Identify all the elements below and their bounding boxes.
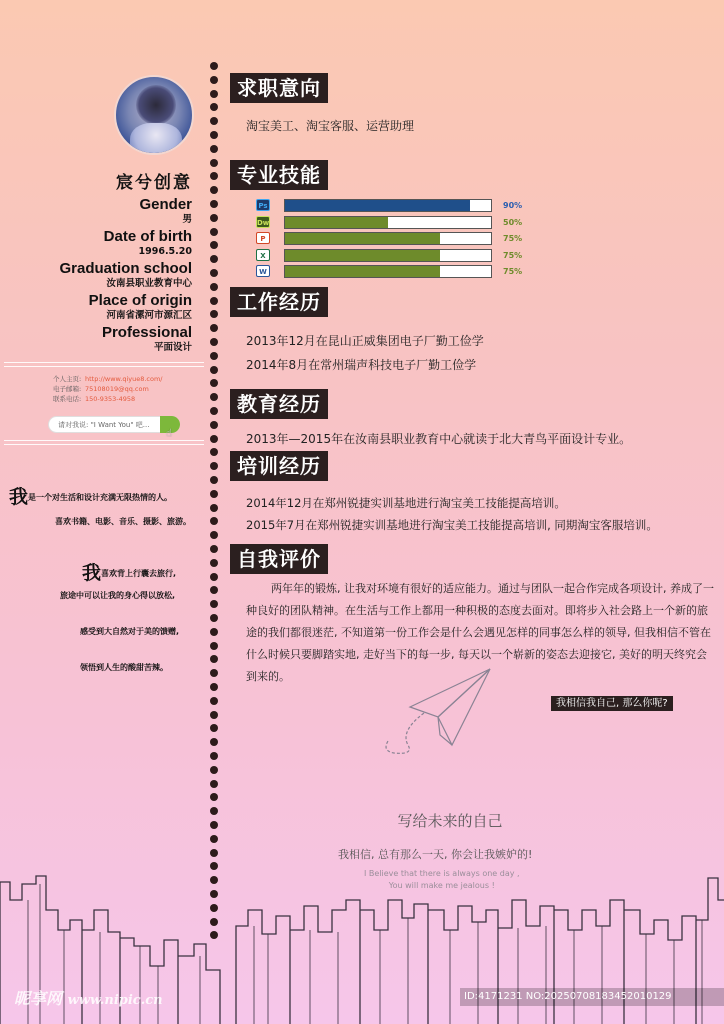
skill-row: [256, 214, 556, 230]
work-item: 2014年8月在常州瑞声科技电子厂勤工俭学: [246, 358, 477, 372]
gender-value: 男: [182, 214, 192, 225]
skill-app-icon: Dw: [256, 216, 270, 228]
divider-dot: [210, 628, 218, 636]
divider-dot: [210, 669, 218, 677]
professional-value: 平面设计: [153, 342, 192, 353]
divider-dot: [210, 683, 218, 691]
skill-percent: 90%: [503, 201, 523, 210]
divider-dot: [210, 752, 218, 760]
divider-dot: [210, 531, 218, 539]
divider-dot: [210, 172, 218, 180]
divider-dot: [210, 241, 218, 249]
divider-dot: [210, 200, 218, 208]
motto-line: 是一个对生活和设计充满无限热情的人。: [28, 493, 173, 502]
divider-dot: [210, 338, 218, 346]
motto-big-char: 我: [9, 486, 29, 508]
divider-dot: [210, 310, 218, 318]
divider-dot: [210, 559, 218, 567]
future-cn: 我相信, 总有那么一天, 你会让我嫉妒的!: [338, 848, 533, 861]
divider-dot: [210, 697, 218, 705]
motto-line: 喜欢背上行囊去旅行,: [101, 569, 177, 578]
homepage-link[interactable]: http://www.qiyue8.com/: [85, 375, 163, 383]
skill-bar: [284, 216, 492, 229]
divider-dot: [210, 517, 218, 525]
birth-label: Date of birth: [103, 228, 192, 245]
motto-line: 喜欢书籍、电影、音乐、摄影、旅游。: [55, 517, 191, 526]
divider-dot: [210, 573, 218, 581]
section-title-skills: 专业技能: [230, 160, 328, 190]
self-eval-quote: 我相信我自己, 那么你呢?: [551, 696, 673, 711]
origin-label: Place of origin: [88, 292, 192, 309]
contact-rows: [53, 374, 163, 404]
section-title-intention: 求职意向: [230, 73, 328, 103]
divider-dot: [210, 421, 218, 429]
profile-name: 宸兮创意: [116, 173, 192, 193]
divider-dot: [210, 655, 218, 663]
search-input[interactable]: [48, 416, 180, 433]
divider-dot: [210, 504, 218, 512]
divider-dot: [210, 366, 218, 374]
skill-bar-fill: [285, 250, 440, 261]
divider: [4, 362, 204, 363]
future-block: [338, 810, 560, 890]
skill-row: [256, 197, 556, 213]
future-en-line: I Believe that there is always one day ,: [364, 869, 520, 878]
divider-dot: [210, 766, 218, 774]
divider-dot: [210, 103, 218, 111]
divider-dot: [210, 352, 218, 360]
phone-value: 150-9353-4958: [85, 395, 136, 403]
divider-dot: [210, 476, 218, 484]
self-eval-text: 两年年的锻炼, 让我对环境有很好的适应能力。通过与团队一起合作完成各项设计, 养成了一种良好的团队精神。在生活与工作上都用一种积极的态度去面对。即将步入社会路上一个新的旅途的我们都很迷茫, 不知道第一份工作会是什么会遇见怎样的同事怎么样的领导, 但我相信不管在什么时候只要脚踏实地, 走好当下的每一步, 每天以一个崭新的姿态去迎接它, 美好的明天终究会到来的。: [246, 582, 714, 683]
skill-bar: [284, 232, 492, 245]
professional-label: Professional: [101, 324, 192, 341]
contact-block: [0, 360, 205, 450]
section-title-self-eval: 自我评价: [230, 544, 328, 574]
divider-dot: [210, 407, 218, 415]
divider-dot: [210, 90, 218, 98]
skill-app-icon: X: [256, 249, 270, 261]
divider-dot: [210, 849, 218, 857]
motto-big-char: 我: [82, 562, 102, 584]
site-name: 昵享网: [14, 989, 63, 1008]
divider-dot: [210, 738, 218, 746]
divider: [4, 366, 204, 367]
divider-dot: [210, 186, 218, 194]
school-label: Graduation school: [59, 260, 192, 277]
divider-dot: [210, 435, 218, 443]
paper-plane-icon: [380, 665, 500, 760]
divider-dot: [210, 821, 218, 829]
training-item: 2015年7月在郑州锐捷实训基地进行淘宝美工技能提高培训, 同期淘宝客服培训。: [246, 518, 658, 532]
skill-bar-fill: [285, 217, 388, 228]
divider-dot: [210, 448, 218, 456]
training-item: 2014年12月在郑州锐捷实训基地进行淘宝美工技能提高培训。: [246, 496, 566, 510]
divider-dot: [210, 490, 218, 498]
divider: [4, 440, 204, 441]
divider-dot: [210, 793, 218, 801]
divider-dot: [210, 228, 218, 236]
future-title: 写给未来的自己: [397, 812, 503, 830]
divider-dot: [210, 297, 218, 305]
divider-dot: [210, 462, 218, 470]
gender-label: Gender: [139, 196, 192, 213]
divider-dot: [210, 724, 218, 732]
skill-percent: 75%: [503, 250, 523, 260]
divider-dot: [210, 159, 218, 167]
education-text: 2013年—2015年在汝南县职业教育中心就读于北大青鸟平面设计专业。: [246, 432, 632, 446]
divider-dot: [210, 62, 218, 70]
divider-dot: [210, 117, 218, 125]
section-title-training: 培训经历: [230, 451, 328, 481]
divider-dot: [210, 131, 218, 139]
homepage-label: 个人主页:: [53, 375, 82, 383]
intention-text: 淘宝美工、淘宝客服、运营助理: [246, 119, 415, 133]
divider-dot: [210, 642, 218, 650]
origin-value: 河南省漯河市源汇区: [106, 310, 192, 321]
school-value: 汝南县职业教育中心: [106, 278, 192, 289]
divider-dot: [210, 324, 218, 332]
divider-dot: [210, 711, 218, 719]
skill-percent: 75%: [503, 234, 523, 243]
skill-bar-fill: [285, 266, 440, 277]
hand-cursor-icon: ☝: [166, 428, 173, 439]
skill-bar: [284, 249, 492, 262]
skill-row: [256, 263, 556, 279]
section-title-work: 工作经历: [230, 287, 328, 317]
skill-bar-fill: [285, 200, 470, 211]
divider-dot: [210, 393, 218, 401]
search-placeholder: 请对我说: "I Want You" 吧...: [58, 421, 150, 429]
motto-line: 领悟到人生的酸甜苦辣。: [80, 663, 168, 672]
skill-app-icon: W: [256, 265, 270, 277]
skills-list: [256, 197, 556, 280]
avatar: [114, 75, 194, 155]
divider-dot: [210, 379, 218, 387]
skill-bar-fill: [285, 233, 440, 244]
skill-bar: [284, 199, 492, 212]
divider-dot: [210, 283, 218, 291]
divider-dot: [210, 269, 218, 277]
site-watermark: [14, 986, 163, 1009]
motto-line: 旅途中可以让我的身心得以放松,: [60, 591, 176, 600]
skill-percent: 75%: [503, 267, 523, 276]
divider-dot: [210, 76, 218, 84]
profile-block: [2, 168, 192, 356]
divider-dot: [210, 545, 218, 553]
future-en-line: You will make me jealous !: [388, 881, 495, 890]
email-label: 电子邮箱:: [53, 385, 82, 393]
divider-dot: [210, 255, 218, 263]
phone-label: 联系电话:: [53, 395, 82, 403]
email-link[interactable]: 75108019@qq.com: [85, 385, 149, 393]
divider-dot: [210, 835, 218, 843]
divider-dot: [210, 145, 218, 153]
work-item: 2013年12月在昆山正威集团电子厂勤工俭学: [246, 334, 484, 348]
birth-value: 1996.5.20: [138, 246, 192, 257]
skill-row: [256, 247, 556, 263]
dotted-divider: [208, 62, 220, 942]
skill-app-icon: P: [256, 232, 270, 244]
section-title-education: 教育经历: [230, 389, 328, 419]
divider-dot: [210, 614, 218, 622]
skill-row: [256, 230, 556, 246]
divider: [4, 444, 204, 445]
divider-dot: [210, 214, 218, 222]
skill-app-icon: Ps: [256, 199, 270, 211]
divider-dot: [210, 807, 218, 815]
site-url: www.nipic.cn: [67, 993, 163, 1008]
divider-dot: [210, 586, 218, 594]
divider-dot: [210, 600, 218, 608]
skill-bar: [284, 265, 492, 278]
skill-percent: 50%: [503, 217, 523, 227]
motto-line: 感受到大自然对于美的馈赠,: [80, 627, 180, 636]
id-watermark: ID:4171231 NO:20250708183452010129: [460, 988, 724, 1006]
divider-dot: [210, 780, 218, 788]
